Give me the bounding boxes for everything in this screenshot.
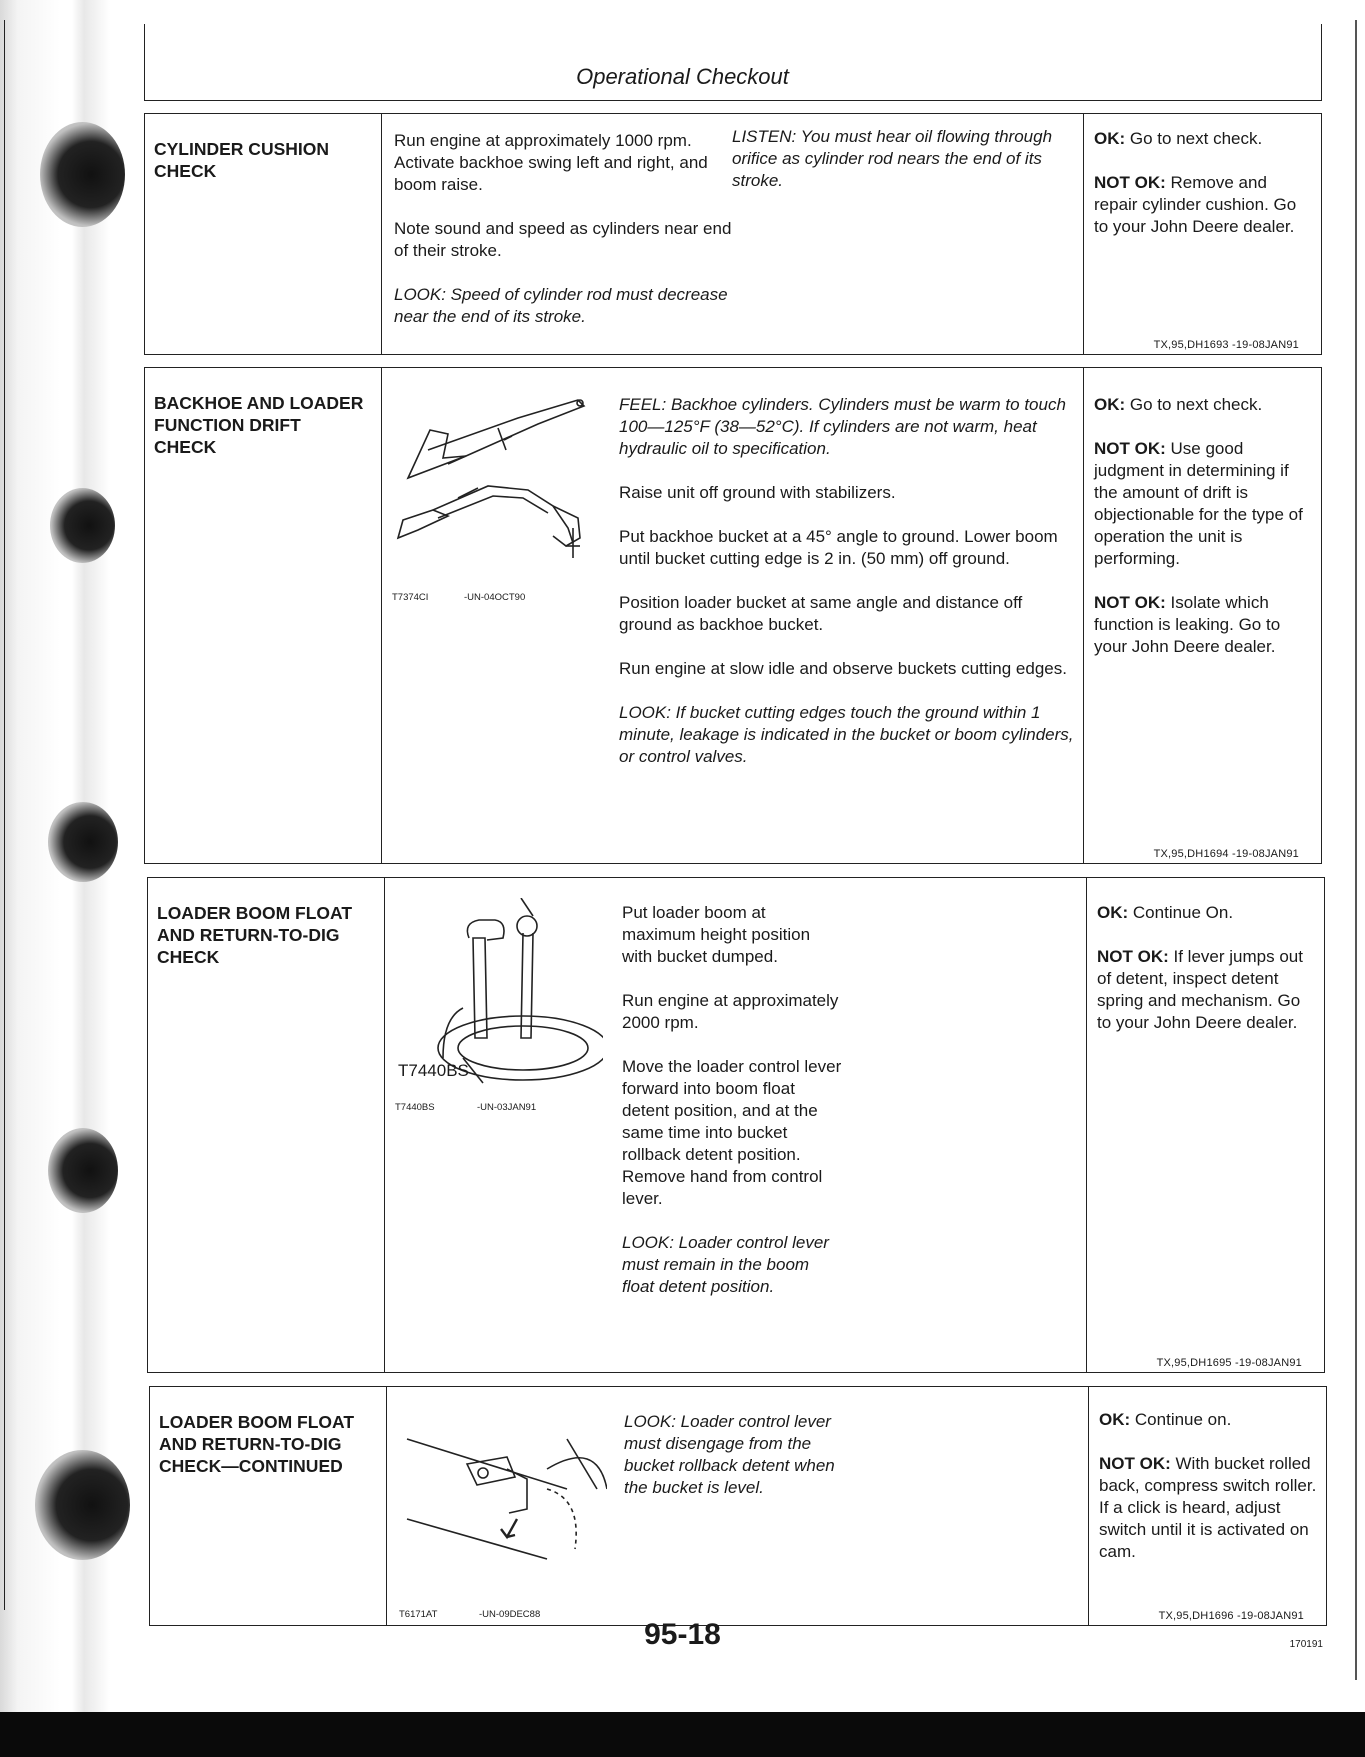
not-ok-text: If lever jumps out of detent, inspect detent spring and mechanism. Go to your John Deere dealer. <box>1097 947 1303 1032</box>
listen-note: LISTEN: You must hear oil flowing through orifice as cylinder rod nears the end of its stroke. <box>732 127 1053 190</box>
ok-text: Continue On. <box>1132 903 1234 922</box>
control-lever-illustration <box>403 898 603 1088</box>
ok-result <box>1097 902 1316 924</box>
look-note: LOOK: Speed of cylinder rod must decrease near the end of its stroke. <box>394 285 728 326</box>
figure-code: T6171AT <box>399 1609 438 1620</box>
section-title: LOADER BOOM FLOAT AND RETURN-TO-DIG CHECK <box>157 903 353 967</box>
title-column <box>145 368 382 863</box>
procedure-step: Run engine at slow idle and observe buckets cutting edges. <box>619 659 1067 678</box>
title-column <box>150 1387 387 1625</box>
ok-label: OK: <box>1099 1410 1131 1429</box>
scan-bottom-band <box>0 1712 1365 1757</box>
page-number: 95-18 <box>644 1618 721 1651</box>
figure-ref: -UN-03JAN91 <box>477 1102 537 1113</box>
procedure-step: Position loader bucket at same angle and distance off ground as backhoe bucket. <box>619 593 1023 634</box>
not-ok-label: NOT OK: <box>1099 1454 1171 1473</box>
figure-ref: -UN-04OCT90 <box>464 592 526 603</box>
section-title: BACKHOE AND LOADER FUNCTION DRIFT CHECK <box>154 393 364 457</box>
ok-result <box>1094 394 1315 416</box>
section-title: CYLINDER CUSHION CHECK <box>154 139 330 181</box>
figure-code: T7440BS <box>395 1102 435 1113</box>
page-title: Operational Checkout <box>576 64 789 89</box>
section-float-check <box>147 877 1325 1373</box>
binder-hole <box>40 122 125 227</box>
figure-ref: -UN-09DEC88 <box>479 1609 541 1620</box>
ok-label: OK: <box>1094 395 1126 414</box>
not-ok-label: NOT OK: <box>1094 173 1166 192</box>
not-ok-text: Isolate which function is leaking. Go to your John Deere dealer. <box>1094 593 1281 656</box>
page-edge-right <box>1355 20 1357 1680</box>
spacer-column <box>846 1387 1089 1625</box>
procedure-column <box>619 368 1084 863</box>
figure-column <box>385 878 622 1372</box>
reference-code: TX,95,DH1694 -19-08JAN91 <box>1153 848 1299 860</box>
result-column <box>1089 1387 1326 1625</box>
page-edge-left <box>4 20 5 1610</box>
section-cylinder-cushion-check <box>144 113 1322 355</box>
binder-hole <box>48 1128 118 1213</box>
not-ok-label: NOT OK: <box>1097 947 1169 966</box>
look-note: LOOK: If bucket cutting edges touch the ground within 1 minute, leakage is indicated in the bucket or boom cylinders, or control valves. <box>619 703 1074 766</box>
figure-column <box>387 1387 624 1625</box>
ok-label: OK: <box>1097 903 1129 922</box>
result-column <box>1087 878 1324 1372</box>
section-drift-check <box>144 367 1322 864</box>
procedure-step: Run engine at approximately 2000 rpm. <box>622 991 839 1032</box>
not-ok-text: With bucket rolled back, compress switch roller. If a click is heard, adjust switch until it is activated on cam. <box>1099 1454 1317 1561</box>
document-code: 170191 <box>1289 1639 1323 1650</box>
spacer-column <box>842 878 1087 1372</box>
ok-result <box>1094 128 1313 150</box>
reference-code: TX,95,DH1696 -19-08JAN91 <box>1158 1610 1304 1622</box>
not-ok-label: NOT OK: <box>1094 439 1166 458</box>
binder-hole <box>48 802 118 882</box>
figure-code: T7374CI <box>392 592 429 603</box>
not-ok-text: Use good judgment in determining if the amount of drift is objectionable for the type of operation the unit is performing. <box>1094 439 1303 568</box>
look-note: LOOK: Loader control lever must disengage from the bucket rollback detent when the bucket is level. <box>624 1412 835 1497</box>
not-ok-text: Remove and repair cylinder cushion. Go to your John Deere dealer. <box>1094 173 1297 236</box>
title-column <box>148 878 385 1372</box>
not-ok-result <box>1094 592 1315 658</box>
procedure-column <box>624 1387 846 1625</box>
section-float-check-continued <box>149 1386 1327 1626</box>
binder-hole <box>35 1450 130 1560</box>
ok-result <box>1099 1409 1320 1431</box>
feel-note: FEEL: Backhoe cylinders. Cylinders must be warm to touch 100—125°F (38—52°C). If cylinders are not warm, heat hydraulic oil to specification. <box>619 395 1066 458</box>
figure-label: T7440BS <box>398 1061 469 1080</box>
section-title: LOADER BOOM FLOAT AND RETURN-TO-DIG CHECK—CONTINUED <box>159 1412 355 1476</box>
ok-text: Continue on. <box>1134 1410 1232 1429</box>
not-ok-result <box>1099 1453 1320 1563</box>
not-ok-result <box>1094 172 1313 238</box>
title-column <box>145 114 382 354</box>
ok-text: Go to next check. <box>1129 395 1263 414</box>
figure-column <box>382 368 619 863</box>
not-ok-result <box>1097 946 1316 1034</box>
procedure-step: Note sound and speed as cylinders near end of their stroke. <box>394 219 732 260</box>
not-ok-result <box>1094 438 1315 570</box>
look-note: LOOK: Loader control lever must remain in the boom float detent position. <box>622 1233 829 1296</box>
switch-mechanism-illustration <box>397 1409 607 1569</box>
procedure-step: Run engine at approximately 1000 rpm. Activate backhoe swing left and right, and boom raise. <box>394 131 708 194</box>
procedure-step: Put backhoe bucket at a 45° angle to ground. Lower boom until bucket cutting edge is 2 in. (50 mm) off ground. <box>619 527 1058 568</box>
reference-code: TX,95,DH1695 -19-08JAN91 <box>1156 1357 1302 1369</box>
ok-text: Go to next check. <box>1129 129 1263 148</box>
ok-label: OK: <box>1094 129 1126 148</box>
procedure-step: Move the loader control lever forward into boom float detent position, and at the same time into bucket rollback detent position. Remove hand from control lever. <box>622 1057 842 1208</box>
result-column <box>1084 114 1321 354</box>
binder-hole <box>50 488 115 563</box>
procedure-column <box>622 878 842 1372</box>
not-ok-label: NOT OK: <box>1094 593 1166 612</box>
procedure-step: Raise unit off ground with stabilizers. <box>619 483 896 502</box>
check-column <box>732 114 1084 354</box>
procedure-column <box>382 114 732 354</box>
reference-code: TX,95,DH1693 -19-08JAN91 <box>1153 339 1299 351</box>
backhoe-loader-illustration <box>388 378 608 558</box>
result-column <box>1084 368 1321 863</box>
procedure-step: Put loader boom at maximum height position with bucket dumped. <box>622 903 811 966</box>
